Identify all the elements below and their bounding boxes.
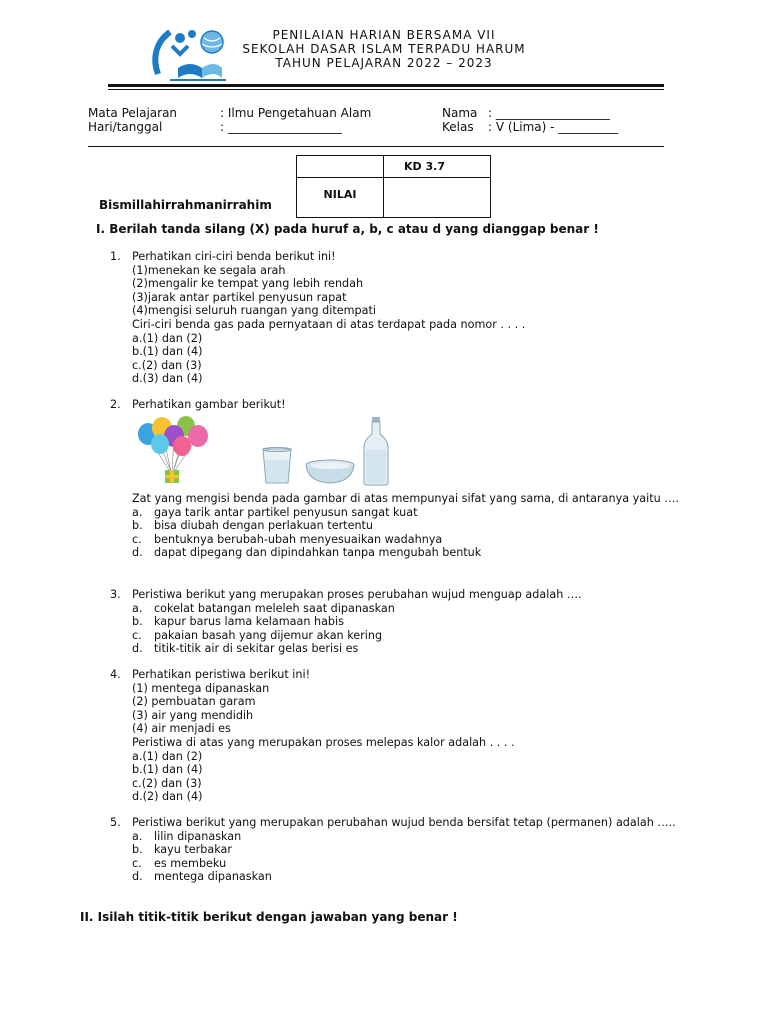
class-label: Kelas [442,120,474,134]
score-field[interactable] [384,178,491,218]
q1-item: (4)mengisi seluruh ruangan yang ditempati [132,304,376,318]
q2-option-b[interactable] [110,519,682,533]
option-text: lilin dipanaskan [154,829,242,843]
q1-item: (3)jarak antar partikel penyusun rapat [132,290,347,304]
q2-option-d[interactable] [110,546,682,560]
q1-item: (2)mengalir ke tempat yang lebih rendah [132,277,364,291]
info-rule [88,146,664,147]
q1-option-a[interactable]: a.(1) dan (2) [132,331,203,345]
q2-number: 2. [110,398,121,411]
header-rule-thick [108,84,664,87]
q1-option-d[interactable]: d.(3) dan (4) [132,372,203,386]
section-2-title: II. Isilah titik-titik berikut dengan jawaban yang benar ! [80,910,458,924]
q5-number: 5. [110,816,121,829]
bottle-image [362,416,390,486]
header-rule-thin [108,89,664,90]
section-1-title: I. Berilah tanda silang (X) pada huruf a, b, c atau d yang dianggap benar ! [96,222,599,236]
option-text: kayu terbakar [154,843,232,857]
option-letter: a. [132,601,143,615]
q1-item: (1)menekan ke segala arah [132,263,286,277]
option-text: mentega dipanaskan [154,870,272,884]
balloons-image [134,414,210,486]
kd-label: KD 3.7 [384,156,491,178]
q4-item: (3) air yang mendidih [132,708,254,722]
option-letter: a. [132,829,143,843]
q4-number: 4. [110,668,121,681]
q1-stem: Perhatikan ciri-ciri benda berikut ini! [132,250,336,263]
option-letter: a. [132,505,143,519]
q3-number: 3. [110,588,121,601]
option-text: dapat dipegang dan dipindahkan tanpa mengubah bentuk [154,546,482,560]
subject-value: : Ilmu Pengetahuan Alam [220,106,372,120]
q1-question: Ciri-ciri benda gas pada pernyataan di atas terdapat pada nomor . . . . [132,317,526,331]
date-field[interactable]: : ___________________ [220,120,342,134]
option-letter: d. [132,642,143,656]
header-line-3: TAHUN PELAJARAN 2022 – 2023 [275,56,493,70]
option-letter: c. [132,856,142,870]
q4-option-b[interactable]: b.(1) dan (4) [132,763,203,777]
q4-item: (1) mentega dipanaskan [132,681,270,695]
q5-stem: Peristiwa berikut yang merupakan perubahan wujud benda bersifat tetap (permanen) adalah ….. [132,816,676,829]
option-letter: d. [132,546,143,560]
question-5 [110,816,682,884]
name-label: Nama [442,106,478,120]
bowl-image [304,458,356,486]
option-text: es membeku [154,856,227,870]
header-line-1: PENILAIAN HARIAN BERSAMA VII [272,28,496,42]
option-text: kapur barus lama kelamaan habis [154,615,344,629]
option-text: bentuknya berubah-ubah menyesuaikan wadahnya [154,532,443,546]
q4-option-a[interactable]: a.(1) dan (2) [132,749,203,763]
option-letter: c. [132,532,142,546]
q1-number: 1. [110,250,121,263]
option-letter: b. [132,615,143,629]
q3-stem: Peristiwa berikut yang merupakan proses perubahan wujud menguap adalah …. [132,588,582,601]
q3-option-c[interactable] [110,629,682,643]
q5-option-a[interactable] [110,830,682,844]
q5-option-b[interactable] [110,843,682,857]
q4-option-d[interactable]: d.(2) dan (4) [132,790,203,804]
date-label: Hari/tanggal [88,120,163,134]
name-field[interactable]: : ___________________ [488,106,610,120]
q3-option-a[interactable] [110,602,682,616]
option-text: titik-titik air di sekitar gelas berisi es [154,642,359,656]
option-text: pakaian basah yang dijemur akan kering [154,628,383,642]
q2-option-c[interactable] [110,533,682,547]
q4-option-c[interactable]: c.(2) dan (3) [132,776,202,790]
question-3 [110,588,682,656]
q5-option-d[interactable] [110,870,682,884]
score-cell-empty [297,156,384,178]
q1-option-c[interactable]: c.(2) dan (3) [132,358,202,372]
glass-image [260,446,294,486]
nilai-label: NILAI [297,178,384,218]
q4-item: (4) air menjadi es [132,722,231,736]
option-text: bisa diubah dengan perlakuan tertentu [154,519,374,533]
q2-question: Zat yang mengisi benda pada gambar di atas mempunyai sifat yang sama, di antaranya yaitu …. [132,492,679,505]
bismillah-text: Bismillahirrahmanirrahim [99,198,272,212]
q4-item: (2) pembuatan garam [132,695,256,709]
header-line-2: SEKOLAH DASAR ISLAM TERPADU HARUM [242,42,526,56]
option-text: gaya tarik antar partikel penyusun sangat kuat [154,505,418,519]
option-letter: d. [132,870,143,884]
question-1 [110,250,682,386]
class-field[interactable]: : V (Lima) - __________ [488,120,619,134]
subject-label: Mata Pelajaran [88,106,178,120]
option-letter: c. [132,628,142,642]
q5-option-c[interactable] [110,857,682,871]
option-text: cokelat batangan meleleh saat dipanaskan [154,601,395,615]
question-4 [110,668,682,804]
q4-stem: Perhatikan peristiwa berikut ini! [132,668,311,681]
q1-option-b[interactable]: b.(1) dan (4) [132,345,203,359]
q2-option-a[interactable] [110,506,682,520]
q3-option-b[interactable] [110,615,682,629]
q4-question: Peristiwa di atas yang merupakan proses melepas kalor adalah . . . . [132,735,515,749]
option-letter: b. [132,519,143,533]
q2-stem: Perhatikan gambar berikut! [132,398,286,411]
question-2 [110,398,682,412]
score-table [296,155,491,218]
option-letter: b. [132,843,143,857]
question-2-body [110,492,682,560]
q3-option-d[interactable] [110,642,682,656]
